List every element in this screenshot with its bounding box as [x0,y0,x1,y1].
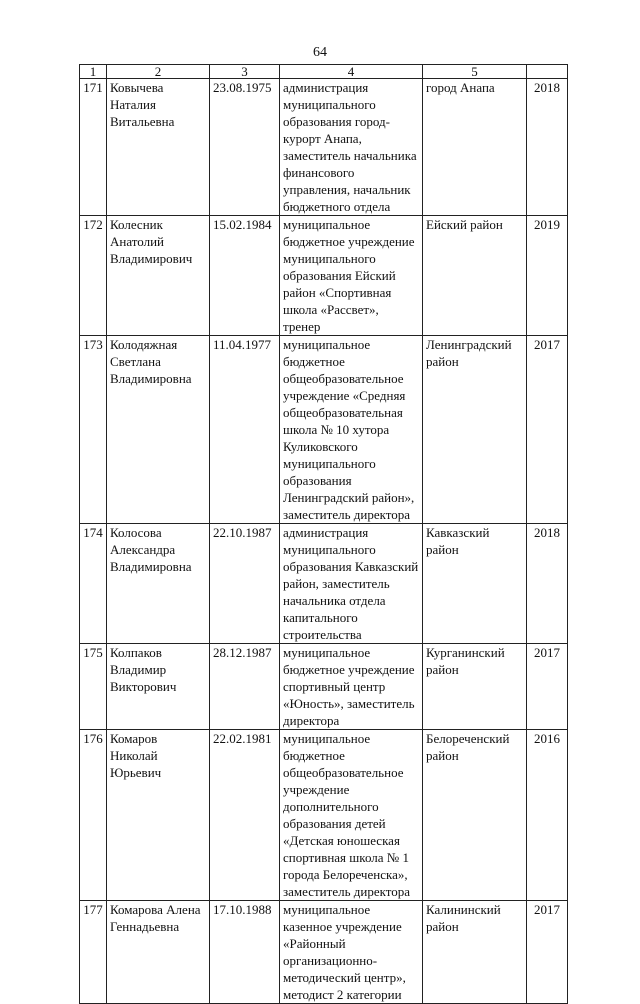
table-row [80,524,568,644]
birth-date: 17.10.1988 [210,901,280,1004]
year: 2017 [527,644,568,730]
table-row [80,336,568,524]
position: муниципальное бюджетное общеобразовательное учреждение дополнительного образования детей «Детская юношеская спортивная школа № 1 города Белореченска», заместитель директора [280,730,423,901]
row-number: 175 [80,644,107,730]
row-number: 174 [80,524,107,644]
row-number: 176 [80,730,107,901]
year: 2017 [527,901,568,1004]
row-number: 173 [80,336,107,524]
birth-date: 28.12.1987 [210,644,280,730]
column-header [527,65,568,79]
birth-date: 22.10.1987 [210,524,280,644]
birth-date: 22.02.1981 [210,730,280,901]
year: 2019 [527,216,568,336]
table-row [80,644,568,730]
person-name: Ковычева Наталия Витальевна [107,79,210,216]
person-name: Комаров Николай Юрьевич [107,730,210,901]
birth-date: 15.02.1984 [210,216,280,336]
municipality: Ейский район [423,216,527,336]
row-number: 177 [80,901,107,1004]
birth-date: 11.04.1977 [210,336,280,524]
person-name: Колесник Анатолий Владимирович [107,216,210,336]
municipality: Ленинградский район [423,336,527,524]
page-number: 64 [313,45,327,60]
year: 2018 [527,79,568,216]
table-row [80,730,568,901]
year: 2018 [527,524,568,644]
table-row [80,216,568,336]
municipality: Кавказский район [423,524,527,644]
position: муниципальное казенное учреждение «Районный организационно-методический центр», методист 2 категории [280,901,423,1004]
person-name: Колпаков Владимир Викторович [107,644,210,730]
person-name: Комарова Алена Геннадьевна [107,901,210,1004]
municipality: Курганинский район [423,644,527,730]
municipality: Калининский район [423,901,527,1004]
person-name: Колосова Александра Владимировна [107,524,210,644]
table-row [80,79,568,216]
year: 2017 [527,336,568,524]
column-header: 1 [80,65,107,79]
municipality: Белореченский район [423,730,527,901]
position: муниципальное бюджетное учреждение спортивный центр «Юность», заместитель директора [280,644,423,730]
row-number: 171 [80,79,107,216]
personnel-table [79,64,568,1004]
position: муниципальное бюджетное общеобразовательное учреждение «Средняя общеобразовательная школа № 10 хутора Куликовского муниципального образования Ленинградский район», заместитель директора [280,336,423,524]
column-header: 5 [423,65,527,79]
position: муниципальное бюджетное учреждение муниципального образования Ейский район «Спортивная школа «Рассвет», тренер [280,216,423,336]
position: администрация муниципального образования Кавказский район, заместитель начальника отдела капитального строительства [280,524,423,644]
row-number: 172 [80,216,107,336]
birth-date: 23.08.1975 [210,79,280,216]
table-header-row [80,65,568,79]
column-header: 3 [210,65,280,79]
person-name: Колодяжная Светлана Владимировна [107,336,210,524]
position: администрация муниципального образования город-курорт Анапа, заместитель начальника финансового управления, начальник бюджетного отдела [280,79,423,216]
table-row [80,901,568,1004]
column-header: 4 [280,65,423,79]
year: 2016 [527,730,568,901]
column-header: 2 [107,65,210,79]
municipality: город Анапа [423,79,527,216]
